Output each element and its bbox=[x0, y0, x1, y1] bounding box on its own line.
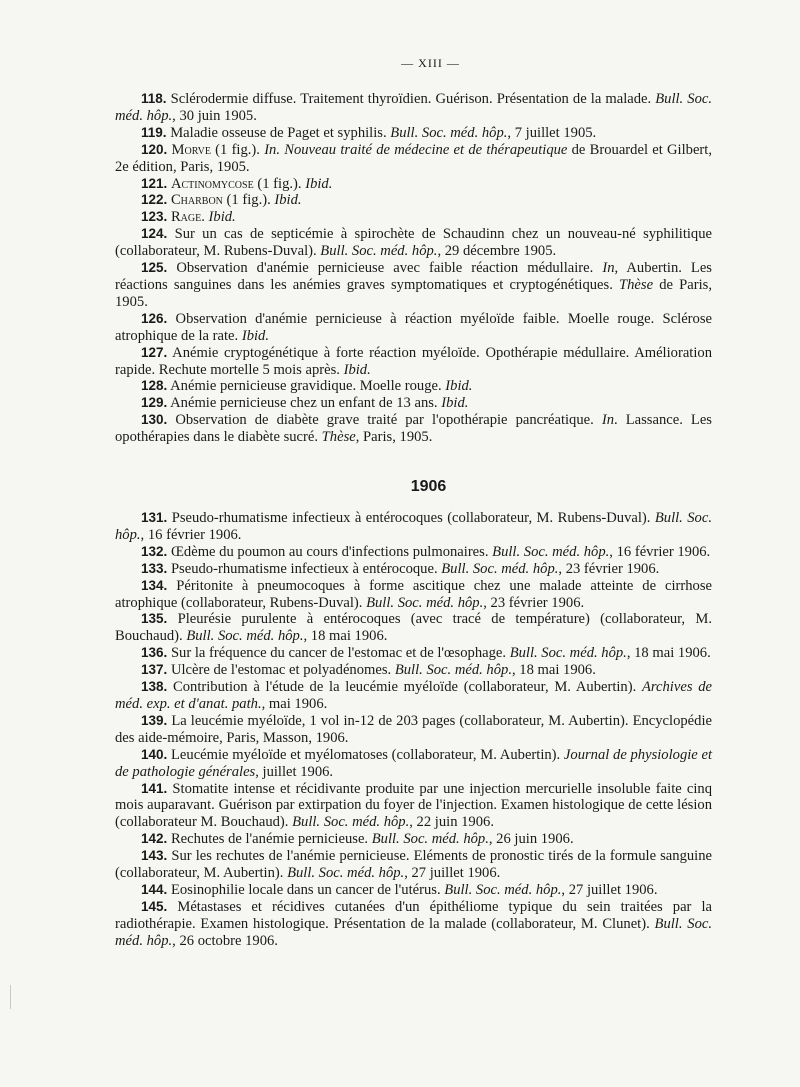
entry-number: 129. bbox=[141, 395, 168, 411]
entry-text: (1 fig.). bbox=[222, 192, 275, 209]
entry-subject: Actinomycose bbox=[170, 175, 254, 192]
bibliography-entry bbox=[115, 848, 712, 882]
entry-subject: Rage bbox=[170, 209, 202, 226]
entry-text: Sur un cas de septicémie à spirochète de Schaudinn chez un nouveau-né syphilitique (collaborateur, M. Rubens-Duval). bbox=[115, 226, 712, 260]
bibliography-entry bbox=[115, 578, 712, 612]
entry-reference: Bull. Soc. méd. hôp. bbox=[390, 124, 508, 141]
entry-text: Maladie osseuse de Paget et syphilis. bbox=[170, 124, 387, 141]
entry-text: Métastases et récidives cutanées d'un épithéliome typique du sein traitées par la radiothérapie. Examen histologique. Présentation de la malade (collaborateur, M. Clunet). bbox=[115, 898, 712, 932]
entry-subject: Morve bbox=[171, 141, 211, 158]
entry-text: La leucémie myéloïde, 1 vol in-12 de 203 pages (collaborateur, M. Aubertin). Encyclopédie des aide-mémoire, Paris, Masson, 1906. bbox=[115, 712, 712, 746]
entry-reference: Bull. Soc. méd. hôp. bbox=[292, 814, 410, 831]
entry-reference: Ibid. bbox=[208, 209, 236, 226]
entries-1905-list bbox=[115, 91, 712, 446]
bibliography-entry bbox=[115, 176, 712, 193]
entry-text: Leucémie myéloïde et myélomatoses (collaborateur, M. Aubertin). bbox=[171, 746, 561, 763]
entry-reference: Bull. Soc. méd. hôp. bbox=[441, 560, 559, 577]
entry-number: 133. bbox=[141, 560, 168, 576]
entry-tail: , 7 juillet 1905. bbox=[507, 124, 597, 141]
bibliography-entry bbox=[115, 260, 712, 311]
entry-text: Sclérodermie diffuse. Traitement thyroïdien. Guérison. Présentation de la malade. bbox=[170, 91, 652, 107]
entry-text: Pleurésie purulente à entérocoques (avec tracé de température) (collaborateur, M. Bouchaud). bbox=[115, 611, 712, 645]
entry-tail: , 16 février 1906. bbox=[140, 526, 242, 543]
entry-reference: Ibid. bbox=[445, 378, 473, 395]
entry-text: . bbox=[201, 209, 209, 226]
bibliography-entry bbox=[115, 713, 712, 747]
bibliography-entry bbox=[115, 395, 712, 412]
entry-text: Sur la fréquence du cancer de l'estomac et de l'œsophage. bbox=[170, 645, 507, 662]
entry-reference: Bull. Soc. méd. hôp. bbox=[444, 881, 562, 898]
bibliography-entry bbox=[115, 781, 712, 832]
entry-reference: In bbox=[601, 412, 615, 429]
entry-reference: Bull. Soc. méd. hôp. bbox=[394, 662, 512, 679]
bibliography-entry bbox=[115, 645, 712, 662]
entry-tail: , 22 juin 1906. bbox=[409, 814, 494, 831]
entry-number: 137. bbox=[141, 662, 168, 678]
entry-tail: , 23 février 1906. bbox=[483, 594, 585, 611]
entry-reference: Bull. Soc. méd. hôp. bbox=[320, 243, 438, 260]
year-heading-1906: 1906 bbox=[410, 478, 447, 496]
page-number: — XIII — bbox=[401, 56, 460, 70]
bibliography-entry bbox=[115, 125, 712, 142]
page-edge-mark bbox=[10, 985, 11, 1009]
bibliography-entry bbox=[115, 899, 712, 950]
entry-text: Observation d'anémie pernicieuse avec faible réaction médullaire. bbox=[176, 260, 594, 277]
entry-reference: Ibid. bbox=[241, 327, 270, 344]
entry-number: 134. bbox=[141, 577, 168, 593]
entry-number: 132. bbox=[141, 543, 168, 559]
entry-number: 124. bbox=[141, 226, 168, 242]
entry-reference: Journal de physiologie et de pathologie générales bbox=[115, 746, 713, 780]
entry-number: 143. bbox=[141, 848, 168, 864]
bibliography-entry bbox=[115, 831, 712, 848]
entry-number: 126. bbox=[141, 310, 168, 326]
entry-tail: . Lassance. Les opothérapies dans le diabète sucré. bbox=[115, 412, 712, 446]
entry-reference: Bull. Soc. hôp. bbox=[115, 510, 712, 543]
entry-tail: de Brouardel et Gilbert, 2e édition, Paris, 1905. bbox=[115, 141, 712, 175]
entry-tail: , 30 juin 1905. bbox=[172, 107, 257, 124]
entry-number: 128. bbox=[141, 378, 168, 394]
entry-number: 118. bbox=[141, 91, 167, 106]
entry-number: 121. bbox=[141, 175, 168, 191]
entry-tail: , 27 juillet 1906. bbox=[561, 881, 658, 898]
entry-number: 142. bbox=[141, 831, 168, 847]
entry-text: Observation de diabète grave traité par l'opothérapie pancréatique. bbox=[175, 412, 594, 429]
entry-number: 120. bbox=[141, 141, 168, 157]
entry-text: Pseudo-rhumatisme infectieux à entérocoque. bbox=[170, 560, 438, 577]
entry-tail: , 23 février 1906. bbox=[558, 560, 660, 577]
entry-tail: , Paris, 1905. bbox=[355, 429, 433, 446]
entry-text: Anémie cryptogénétique à forte réaction myéloïde. Opothérapie médullaire. Amélioration rapide. Rechute mortelle 5 mois après. bbox=[115, 344, 713, 378]
entry-reference: Bull. Soc. méd. hôp. bbox=[115, 91, 712, 124]
entry-number: 140. bbox=[141, 746, 168, 762]
entry-text: (1 fig.). bbox=[253, 175, 306, 192]
entry-text: (1 fig.). bbox=[210, 141, 265, 158]
entry-tail: de Paris, 1905. bbox=[115, 276, 712, 310]
entry-text: Rechutes de l'anémie pernicieuse. bbox=[170, 831, 369, 848]
bibliography-entry bbox=[115, 544, 712, 561]
bibliography-entry bbox=[115, 345, 712, 379]
entry-reference: Thèse bbox=[619, 276, 654, 293]
entry-text: Pseudo-rhumatisme infectieux à entérocoques (collaborateur, M. Rubens-Duval). bbox=[171, 510, 651, 527]
entry-number: 123. bbox=[141, 209, 168, 225]
entries-1906-list bbox=[115, 510, 712, 950]
entry-tail: , 27 juillet 1906. bbox=[404, 865, 501, 882]
entry-number: 139. bbox=[141, 712, 168, 728]
bibliography-entry bbox=[115, 882, 712, 899]
entry-number: 135. bbox=[141, 611, 168, 627]
entry-number: 136. bbox=[141, 645, 168, 661]
entry-tail: , 29 décembre 1905. bbox=[437, 243, 557, 260]
entry-tail: , 18 mai 1906. bbox=[626, 645, 711, 662]
entry-tail: , 26 juin 1906. bbox=[488, 831, 574, 848]
entry-reference: Thèse bbox=[321, 429, 356, 446]
bibliography-entry bbox=[115, 378, 712, 395]
entry-tail: , 26 octobre 1906. bbox=[172, 932, 278, 949]
entry-number: 145. bbox=[141, 898, 168, 914]
entry-reference: Ibid. bbox=[441, 395, 469, 412]
bibliography-entry bbox=[115, 510, 712, 544]
entry-tail: , juillet 1906. bbox=[255, 763, 334, 780]
entry-reference: Bull. Soc. méd. hôp. bbox=[509, 645, 627, 662]
entry-tail: , mai 1906. bbox=[261, 696, 328, 712]
entry-number: 130. bbox=[141, 412, 168, 428]
entry-number: 125. bbox=[141, 260, 168, 276]
bibliography-entry bbox=[115, 91, 712, 125]
bibliography-entry bbox=[115, 192, 712, 209]
entry-reference: Bull. Soc. méd. hôp. bbox=[287, 865, 405, 882]
entry-number: 141. bbox=[141, 780, 168, 796]
entry-tail: , 16 février 1906. bbox=[609, 543, 711, 560]
entry-subject: Charbon bbox=[170, 192, 223, 209]
bibliography-entry bbox=[115, 209, 712, 226]
bibliography-entry bbox=[115, 747, 712, 781]
entry-number: 127. bbox=[141, 344, 168, 360]
entry-number: 144. bbox=[141, 881, 168, 897]
bibliography-entry bbox=[115, 561, 712, 578]
entry-text: Observation d'anémie pernicieuse à réaction myéloïde faible. Moelle rouge. Sclérose atrophique de la rate. bbox=[115, 310, 712, 344]
entry-text: Eosinophilie locale dans un cancer de l'utérus. bbox=[170, 881, 441, 898]
entry-number: 122. bbox=[141, 192, 168, 208]
entry-number: 119. bbox=[141, 124, 167, 140]
bibliography-entry bbox=[115, 311, 712, 345]
entry-tail: , Aubertin. Les réactions sanguines dans les anémies graves symptomatiques et cryptogénétiques. bbox=[115, 260, 712, 293]
bibliography-entry bbox=[115, 226, 712, 260]
entry-reference: Bull. Soc. méd. hôp. bbox=[366, 594, 484, 611]
entry-reference: Ibid. bbox=[305, 175, 333, 192]
entry-reference: In. Nouveau traité de médecine et de thérapeutique bbox=[264, 141, 568, 158]
entry-text: Anémie pernicieuse chez un enfant de 13 ans. bbox=[170, 395, 438, 412]
entry-text: Contribution à l'étude de la leucémie myéloïde (collaborateur, M. Aubertin). bbox=[173, 679, 637, 696]
entry-tail: , 18 mai 1906. bbox=[303, 628, 388, 645]
entry-reference: Bull. Soc. méd. hôp. bbox=[492, 543, 610, 560]
entry-reference: Bull. Soc. méd. hôp. bbox=[371, 831, 489, 848]
bibliography-entry bbox=[115, 412, 712, 446]
entry-reference: Archives de méd. exp. et d'anat. path. bbox=[115, 679, 712, 712]
entry-number: 138. bbox=[141, 679, 168, 695]
entry-tail: , 18 mai 1906. bbox=[511, 662, 596, 679]
entry-reference: Ibid. bbox=[274, 192, 302, 209]
entry-text: Œdème du poumon au cours d'infections pulmonaires. bbox=[170, 543, 489, 560]
entry-text: Péritonite à pneumocoques à forme ascitique chez une malade atteinte de cirrhose atrophique (collaborateur, Rubens-Duval). bbox=[115, 577, 713, 611]
entry-number: 131. bbox=[141, 510, 168, 526]
bibliography-entry bbox=[115, 142, 712, 176]
entry-reference: Bull. Soc. méd. hôp. bbox=[186, 628, 304, 645]
entry-reference: In bbox=[602, 260, 615, 277]
bibliography-entry bbox=[115, 611, 712, 645]
bibliography-entry bbox=[115, 662, 712, 679]
entry-text: Anémie pernicieuse gravidique. Moelle rouge. bbox=[170, 378, 442, 395]
bibliography-entry bbox=[115, 679, 712, 713]
entry-text: Stomatite intense et récidivante produite par une injection mercurielle insoluble faite cinq mois auparavant. Guérison par extirpation du foyer de l'injection. Examen histologique de cette lésion (collaborateur M. Bouchaud). bbox=[115, 780, 712, 831]
entry-reference: Bull. Soc. méd. hôp. bbox=[115, 915, 712, 949]
entry-text: Sur les rechutes de l'anémie pernicieuse. Eléments de pronostic tirés de la formule sanguine (collaborateur, M. Aubertin). bbox=[115, 848, 712, 882]
entry-text: Ulcère de l'estomac et polyadénomes. bbox=[170, 662, 392, 679]
entry-reference: Ibid. bbox=[343, 361, 371, 378]
